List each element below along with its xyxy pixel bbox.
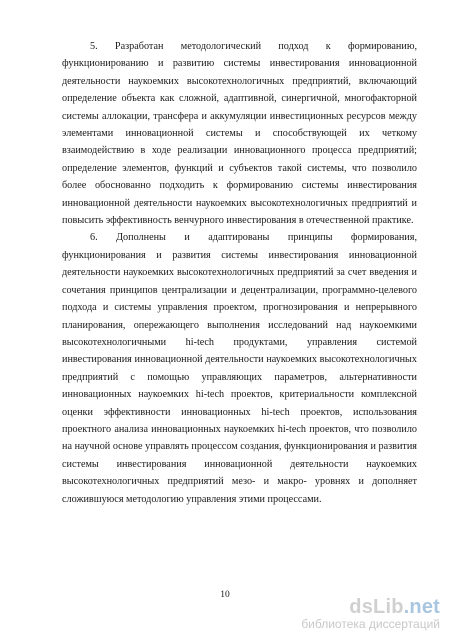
watermark-logo (301, 597, 440, 617)
watermark-subtitle: библиотека диссертаций (301, 617, 440, 631)
paragraph-6: 6. Дополнены и адаптированы принципы формирования, функционирования и развития системы инвестирования инновационной деятельности наукоемких высокотехнологичных предприятий за счет введения и сочетания принципов централизации и децентрализации, программно-целевого подхода и системы управления проектом, прогнозирования и непрерывного планирования, опережающего выполнения исследований над наукоемкими высокотехнологичными hi-tech продуктами, управления системой инвестирования инновационной деятельности наукоемких высокотехнологичных предприятий с помощью управляющих параметров, альтернативности инновационных наукоемких hi-tech проектов, критериальности комплексной оценки эффективности инновационных hi-tech проектов, использования проектного анализа инновационных наукоемких hi-tech проектов, что позволило на научной основе управлять процессом создания, функционирования и развития системы инвестирования инновационной деятельности наукоемких высокотехнологичных предприятий мезо- и макро- уровнях и дополняет сложившуюся методологию управления этими процессами. (62, 232, 417, 505)
dslib-watermark (301, 597, 440, 631)
watermark-logo-main: dsLib (349, 596, 404, 618)
watermark-logo-tld: .net (403, 596, 440, 618)
page-number: 10 (220, 590, 230, 600)
paragraph-5: 5. Разработан методологический подход к формированию, функционированию и развитию системы инвестирования инновационной деятельности наукоемких высокотехнологичных предприятий, включающий определение объекта как сложной, адаптивной, синергичной, многофакторной системы аллокации, трансфера и аккумуляции инвестиционных ресурсов между элементами инновационной системы и способствующей их четкому взаимодействию в ходе реализации инновационного процесса предприятий; определение элементов, функций и субъектов такой системы, что позволило более обоснованно подходить к формированию системы инвестирования инновационной деятельности наукоемких высокотехнологичных предприятий и повысить эффективность венчурного инвестирования в отечественной практике. (62, 41, 417, 227)
body-text (62, 38, 417, 508)
